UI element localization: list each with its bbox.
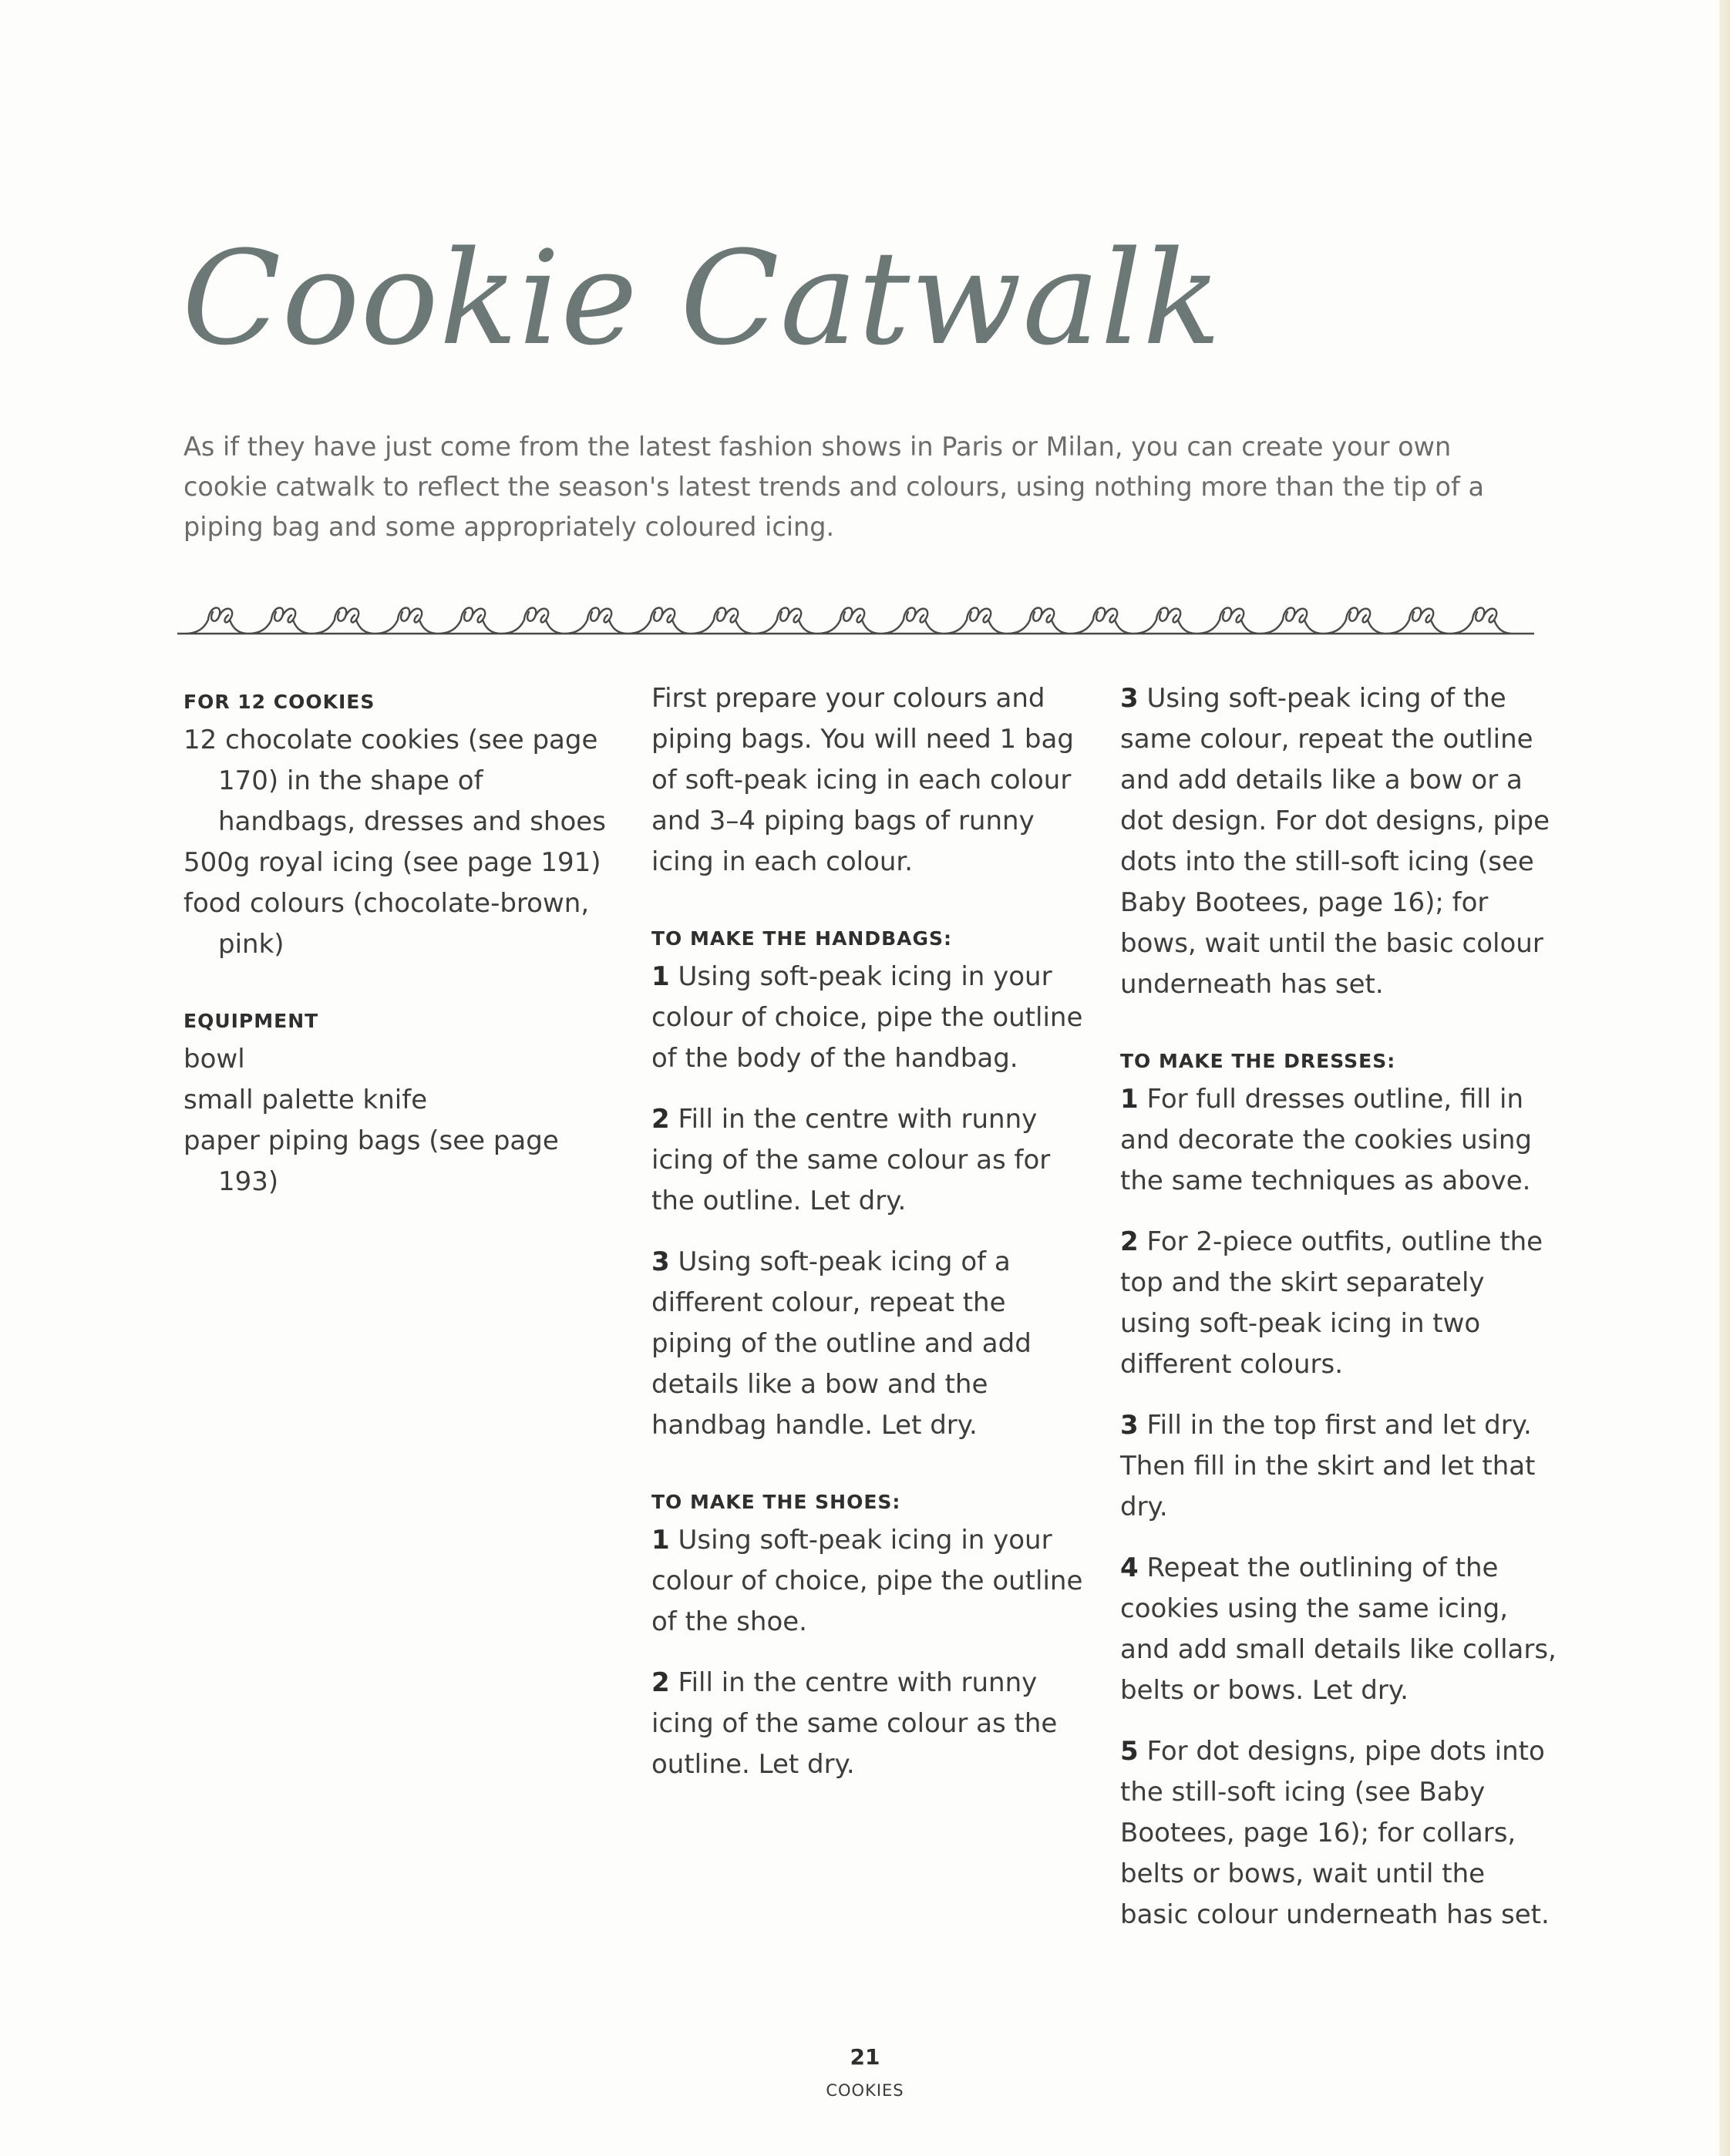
handbag-step <box>651 957 1091 1079</box>
step-text: Repeat the outlining of the cookies using the same icing, and add small details like collars, belts or bows. Let dry. <box>1120 1552 1557 1706</box>
shoe-step <box>651 1520 1091 1643</box>
ingredients-heading: FOR 12 COOKIES <box>183 691 375 713</box>
step-number: 2 <box>651 1667 670 1698</box>
equipment-item: paper piping bags (see page 193) <box>183 1125 559 1197</box>
step-text: Using soft-peak icing in your colour of choice, pipe the outline of the shoe. <box>651 1525 1083 1637</box>
step-number: 3 <box>1120 1410 1139 1441</box>
ingredient-item: 12 chocolate cookies (see page 170) in the shape of handbags, dresses and shoes <box>183 725 606 837</box>
equipment-item: bowl <box>183 1044 245 1075</box>
step-text: For full dresses outline, fill in and decorate the cookies using the same techniques as above. <box>1120 1084 1532 1196</box>
dresses-heading: TO MAKE THE DRESSES : <box>1120 1047 1560 1076</box>
handbag-step <box>651 1242 1091 1446</box>
step-number: 4 <box>1120 1552 1139 1583</box>
step-number: 3 <box>1120 683 1139 714</box>
step-text: Using soft-peak icing in your colour of choice, pipe the outline of the body of the handbag. <box>651 961 1083 1074</box>
step-number: 1 <box>651 1525 670 1556</box>
intro-paragraph: As if they have just come from the latest fashion shows in Paris or Milan, you can create your own cookie catwalk to reflect the season's latest trends and colours, using nothing more than the tip of a piping bag and some appropriately coloured icing. <box>183 432 1484 542</box>
ingredient-item: 500g royal icing (see page 191) <box>183 847 601 878</box>
ornamental-divider <box>177 594 1534 640</box>
ingredients-list <box>183 720 615 965</box>
ingredient-item: food colours (chocolate-brown, pink) <box>183 888 590 960</box>
step-text: Using soft-peak icing of the same colour, repeat the outline and add details like a bow or a dot design. For dot designs, pipe dots into the still-soft icing (see Baby Bootees, page 16); for bows, wait until the basic colour underneath has set. <box>1120 683 1550 1000</box>
step-number: 1 <box>651 961 670 992</box>
step-number: 2 <box>651 1104 670 1135</box>
dress-step <box>1120 1079 1560 1202</box>
handbag-step <box>651 1099 1091 1222</box>
page-edge <box>1719 0 1730 2156</box>
page-number: 21 <box>850 2044 880 2070</box>
method-column-2 <box>1120 678 1560 1936</box>
shoes-heading: TO MAKE THE SHOES : <box>651 1488 1091 1517</box>
step-text: For 2-piece outfits, outline the top and the skirt separately using soft-peak icing in two different colours. <box>1120 1226 1543 1380</box>
dress-step <box>1120 1405 1560 1528</box>
step-number: 2 <box>1120 1226 1139 1257</box>
shoe-step <box>1120 678 1560 1005</box>
step-text: Fill in the top first and let dry. Then fill in the skirt and let that dry. <box>1120 1410 1536 1522</box>
step-number: 5 <box>1120 1736 1139 1767</box>
handbags-heading: TO MAKE THE HANDBAGS : <box>651 924 1091 954</box>
equipment-list <box>183 1039 615 1202</box>
dress-step <box>1120 1548 1560 1711</box>
section-name: COOKIES <box>826 2081 904 2100</box>
divider-flourish <box>177 607 1534 634</box>
ingredients-column <box>183 678 615 1202</box>
step-text: Using soft-peak icing of a different colour, repeat the piping of the outline and add details like a bow and the handbag handle. Let dry. <box>651 1246 1032 1441</box>
step-text: Fill in the centre with runny icing of the same colour as for the outline. Let dry. <box>651 1104 1051 1216</box>
dress-step <box>1120 1222 1560 1385</box>
method-column-1 <box>651 678 1091 1785</box>
preparation-text: First prepare your colours and piping bags. You will need 1 bag of soft-peak icing in each colour and 3–4 piping bags of runny icing in each colour. <box>651 683 1074 877</box>
equipment-heading: EQUIPMENT <box>183 1010 319 1032</box>
step-number: 1 <box>1120 1084 1139 1115</box>
shoe-step <box>651 1663 1091 1785</box>
step-text: For dot designs, pipe dots into the still-soft icing (see Baby Bootees, page 16); for collars, belts or bows, wait until the basic colour underneath has set. <box>1120 1736 1550 1930</box>
step-text: Fill in the centre with runny icing of the same colour as the outline. Let dry. <box>651 1667 1058 1780</box>
page-title: Cookie Catwalk <box>182 223 1222 374</box>
step-number: 3 <box>651 1246 670 1277</box>
dress-step <box>1120 1731 1560 1936</box>
equipment-item: small palette knife <box>183 1085 428 1115</box>
